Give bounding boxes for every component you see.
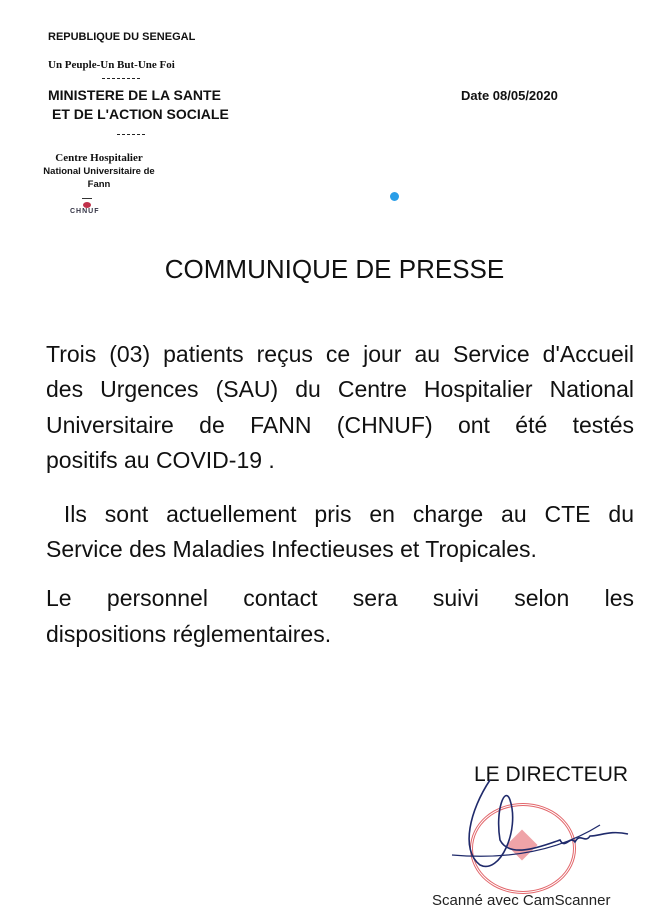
page-title: COMMUNIQUE DE PRESSE bbox=[164, 254, 505, 284]
camscanner-footer: Scanné avec CamScanner bbox=[432, 892, 611, 909]
paragraph-2-line: Service des Maladies Infectieuses et Tropicales. bbox=[46, 536, 537, 562]
paragraph-1-line: Universitaire de FANN (CHNUF) ont été testés bbox=[46, 412, 634, 438]
ministry-line1: MINISTERE DE LA SANTE bbox=[48, 87, 221, 103]
paragraph-2-line: Ils sont actuellement pris en charge au CTE du bbox=[46, 501, 634, 527]
paragraph-1-line: positifs au COVID-19 . bbox=[46, 447, 275, 473]
paragraph-1-line: Trois (03) patients reçus ce jour au Service d'Accueil bbox=[46, 341, 634, 367]
hospital-name bbox=[34, 152, 164, 191]
hospital-line1: Centre Hospitalier bbox=[55, 152, 143, 164]
republic-label: REPUBLIQUE DU SENEGAL bbox=[48, 31, 196, 43]
date: Date 08/05/2020 bbox=[461, 88, 558, 103]
paragraph-1-line: des Urgences (SAU) du Centre Hospitalier National bbox=[46, 376, 634, 402]
signature bbox=[450, 770, 650, 880]
blue-dot bbox=[390, 192, 399, 201]
paragraph-3-line: Le personnel contact sera suivi selon les bbox=[46, 585, 634, 611]
ministry-line2: ET DE L'ACTION SOCIALE bbox=[52, 106, 229, 122]
hospital-line2: National Universitaire de bbox=[43, 166, 155, 177]
hospital-line3: Fann bbox=[87, 179, 111, 190]
hospital-logo: CHNUF bbox=[70, 198, 104, 218]
divider bbox=[117, 134, 145, 135]
motto: Un Peuple-Un But-Une Foi bbox=[48, 59, 175, 71]
paragraph-3-line: dispositions réglementaires. bbox=[46, 621, 332, 647]
divider bbox=[102, 78, 140, 79]
director-title: LE DIRECTEUR bbox=[474, 763, 629, 786]
